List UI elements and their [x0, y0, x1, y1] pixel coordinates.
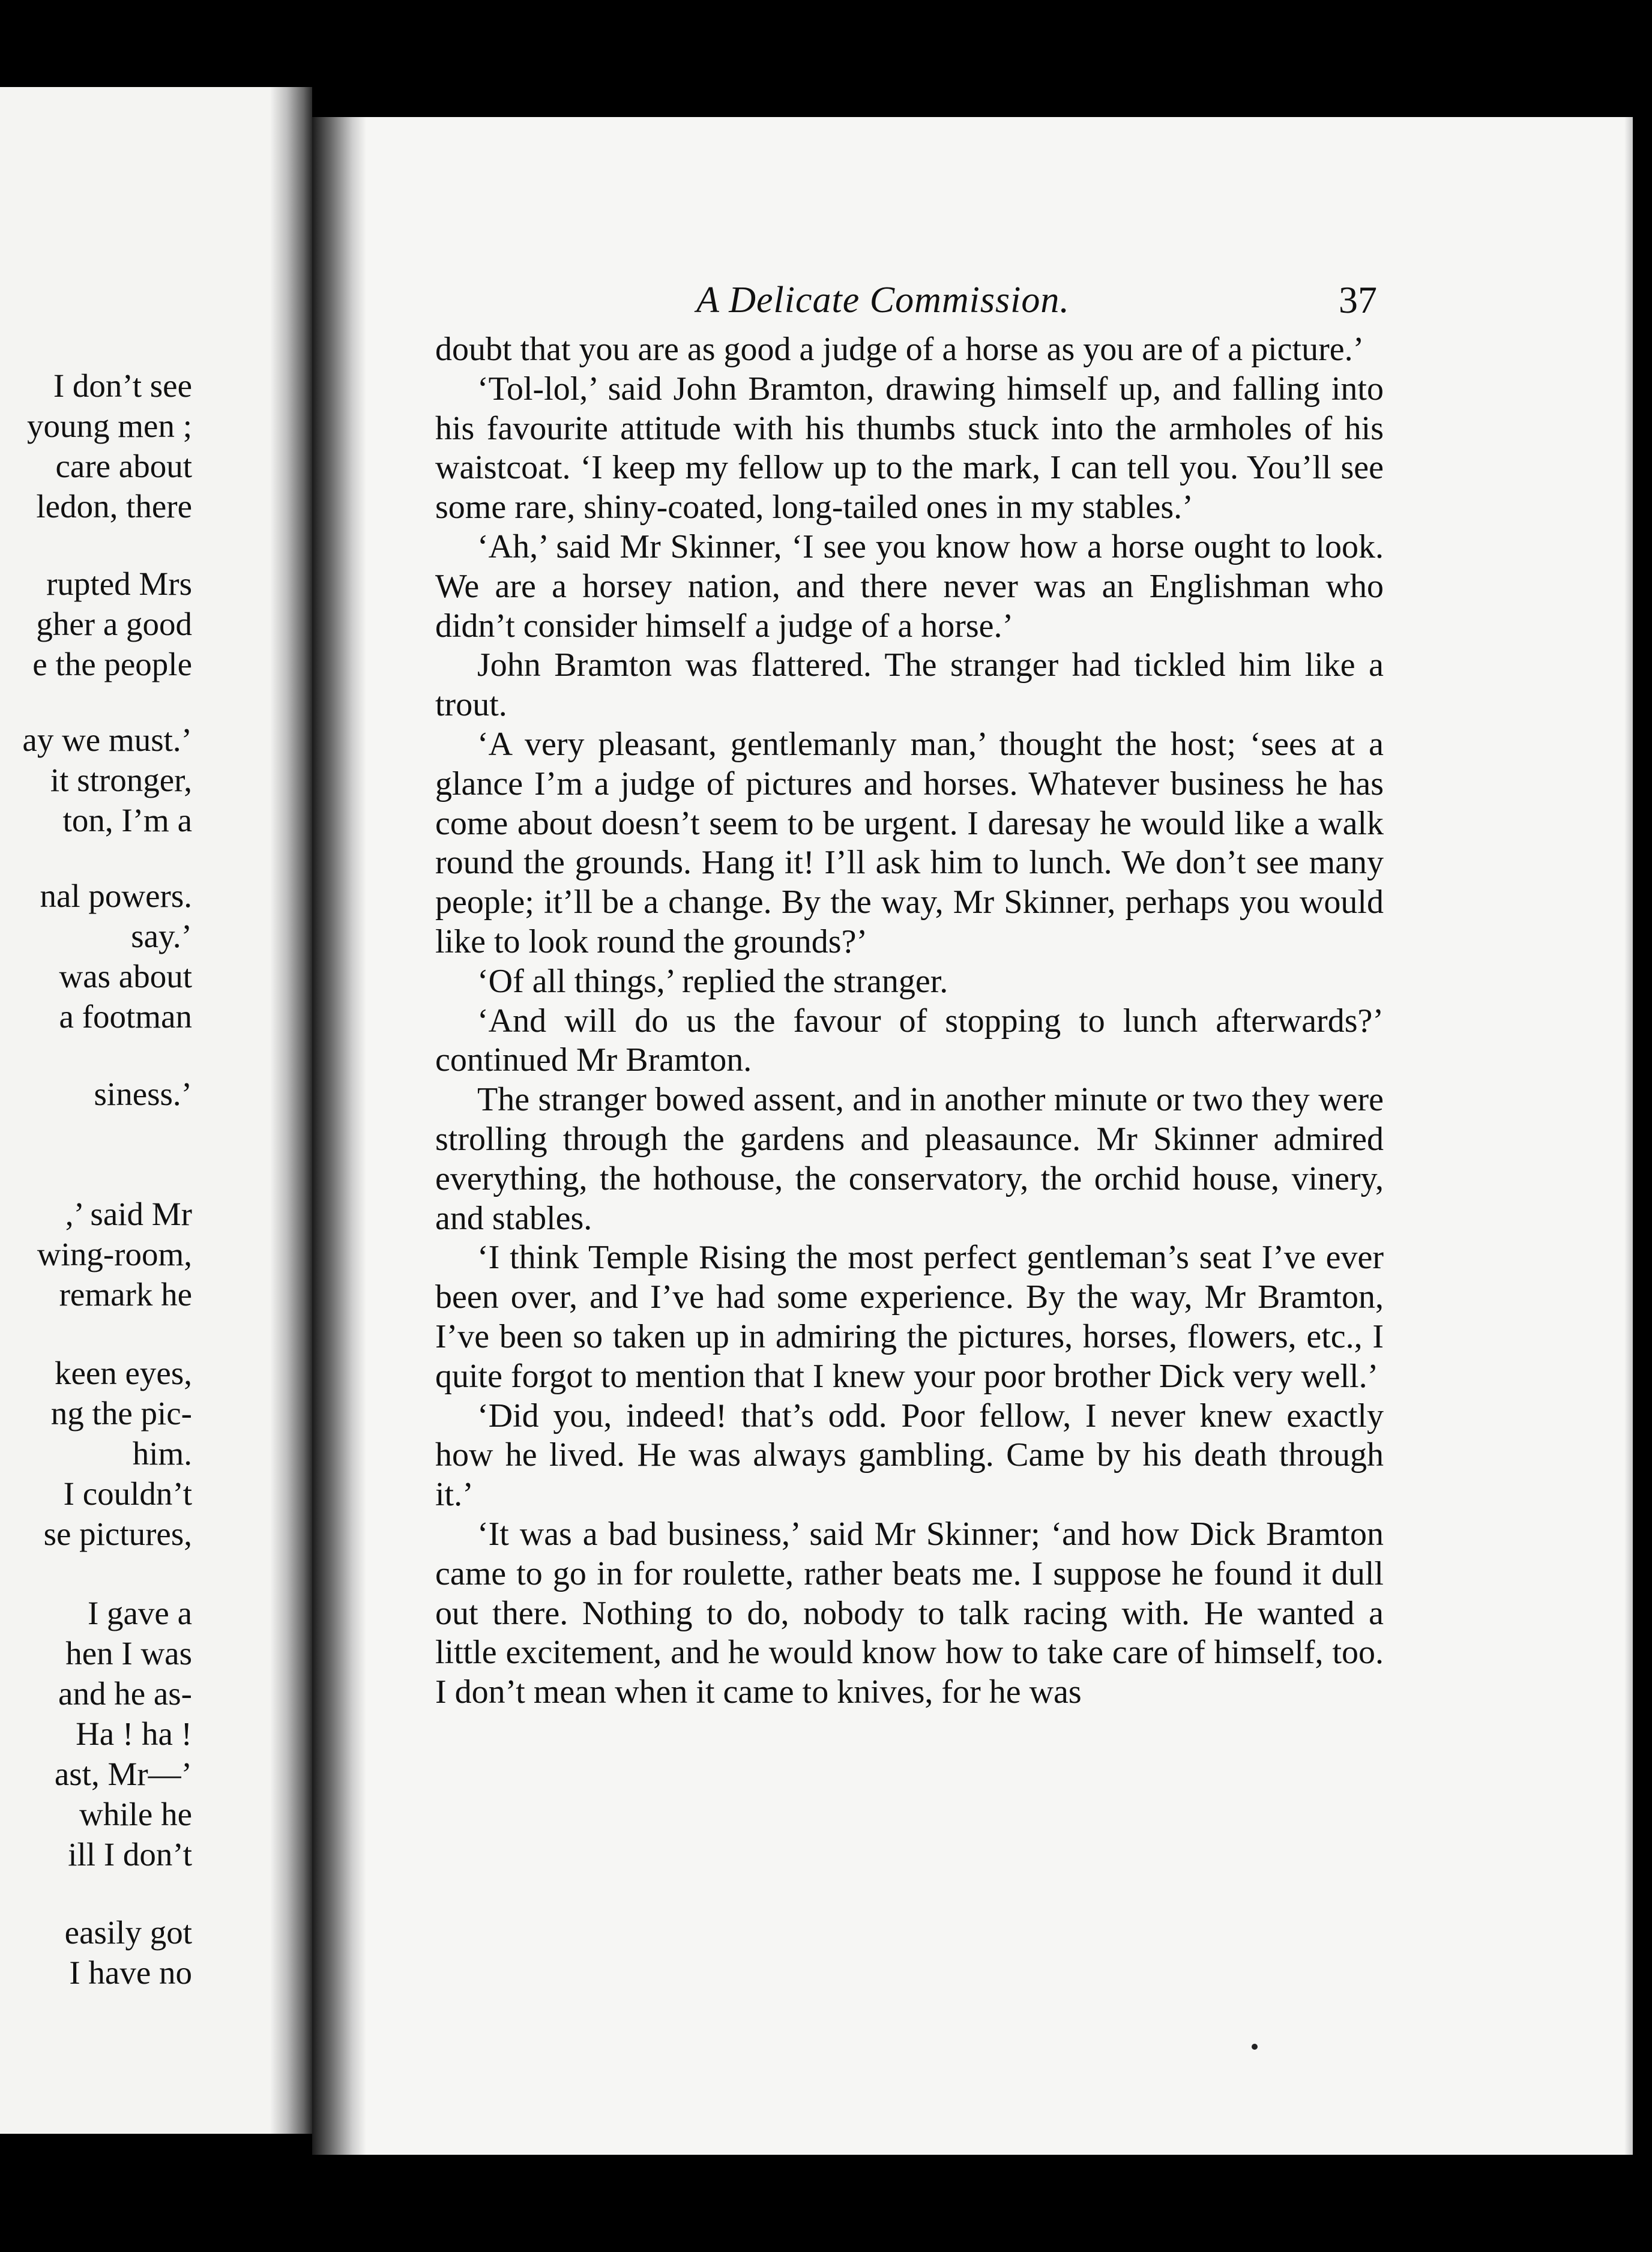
left-page-line: was about — [59, 958, 192, 995]
left-page-line: e the people — [32, 646, 192, 682]
left-page-line: rupted Mrs — [46, 565, 192, 602]
paragraph: John Bramton was flattered. The stranger had tickled him like a trout. — [435, 646, 1384, 724]
left-page-line: gher a good — [36, 606, 192, 642]
left-page-line: say.’ — [131, 918, 192, 954]
print-speck — [1252, 2044, 1258, 2050]
paragraph: ‘Did you, indeed! that’s odd. Poor fellow, I never knew exactly how he lived. He was always gambling. Came by his death through it.’ — [435, 1397, 1384, 1514]
left-page-line: ay we must.’ — [22, 721, 192, 758]
left-page-line: and he as- — [58, 1675, 192, 1712]
left-page-line: hen I was — [65, 1635, 192, 1672]
left-page-line: ast, Mr—’ — [54, 1756, 192, 1792]
left-page-line: I have no — [69, 1954, 192, 1991]
left-page-line: ,’ said Mr — [65, 1196, 192, 1232]
left-page-line: ill I don’t — [68, 1836, 192, 1873]
body-text — [435, 330, 1384, 1712]
left-page-line: ng the pic- — [50, 1395, 192, 1432]
left-page-line: keen eyes, — [54, 1355, 192, 1391]
left-page-line: I don’t see — [53, 367, 192, 404]
left-page-line: I couldn’t — [63, 1475, 192, 1512]
paragraph: doubt that you are as good a judge of a horse as you are of a picture.’ — [435, 331, 1364, 368]
left-page-line: remark he — [59, 1276, 192, 1313]
paragraph: ‘A very pleasant, gentlemanly man,’ thought the host; ‘sees at a glance I’m a judge of pictures and horses. Whatever business he has come about doesn’t seem to be urgent. I daresay he would like a walk round the grounds. Hang it! I’ll ask him to lunch. We don’t see many people; it’ll be a change. By the way, Mr Skinner, perhaps you would like to look round the grounds?’ — [435, 725, 1384, 960]
left-page-line: ledon, there — [36, 488, 192, 525]
paragraph: The stranger bowed assent, and in another minute or two they were strolling through the gardens and pleasaunce. Mr Skinner admired everything, the hothouse, the conservatory, the orchid house, vinery, and stables. — [435, 1081, 1384, 1237]
left-page-line: Ha ! ha ! — [76, 1715, 192, 1752]
left-page-line: young men ; — [27, 408, 192, 444]
left-page-line: care about — [55, 448, 192, 484]
page-number: 37 — [1339, 278, 1377, 321]
left-page-gutter-shadow — [270, 87, 312, 2134]
left-page-line: easily got — [64, 1914, 192, 1951]
paragraph: ‘It was a bad business,’ said Mr Skinner; ‘and how Dick Bramton came to go in for roulette, rather beats me. I suppose he found it dull out there. Nothing to do, nobody to talk racing with. He wanted a little excitement, and he would know how to take care of himself, too. I don’t mean when it came to knives, for he was — [435, 1515, 1384, 1711]
running-head: A Delicate Commission. — [696, 280, 1070, 321]
left-page — [0, 87, 312, 2134]
left-page-line: a footman — [59, 998, 192, 1035]
left-page-line: him. — [132, 1435, 192, 1472]
right-page-gutter-shadow — [312, 117, 366, 2155]
right-page-edge — [1624, 117, 1633, 2155]
paragraph: ‘Tol-lol,’ said John Bramton, drawing himself up, and falling into his favourite attitude with his thumbs stuck into the armholes of his waistcoat. ‘I keep my fellow up to the mark, I can tell you. You’ll see some rare, shiny-coated, long-tailed ones in my stables.’ — [435, 370, 1384, 526]
paragraph: ‘And will do us the favour of stopping to lunch afterwards?’ continued Mr Bramton. — [435, 1002, 1384, 1079]
paragraph: ‘Of all things,’ replied the stranger. — [477, 962, 948, 1000]
left-page-line: while he — [79, 1796, 192, 1832]
paragraph: ‘Ah,’ said Mr Skinner, ‘I see you know how a horse ought to look. We are a horsey nation, and there never was an Englishman who didn’t consider himself a judge of a horse.’ — [435, 528, 1384, 645]
left-page-line: wing-room, — [37, 1236, 192, 1272]
left-page-line: se pictures, — [43, 1516, 192, 1552]
left-page-line: nal powers. — [40, 878, 192, 914]
right-page — [312, 117, 1633, 2155]
left-page-line: I gave a — [87, 1595, 192, 1631]
left-page-line: ton, I’m a — [62, 802, 192, 838]
left-page-line: siness.’ — [94, 1076, 192, 1112]
left-page-line: it stronger, — [50, 762, 192, 798]
paragraph: ‘I think Temple Rising the most perfect gentleman’s seat I’ve ever been over, and I’ve had some experience. By the way, Mr Bramton, I’ve been so taken up in admiring the pictures, horses, flowers, etc., I quite forgot to mention that I knew your poor brother Dick very well.’ — [435, 1239, 1384, 1395]
